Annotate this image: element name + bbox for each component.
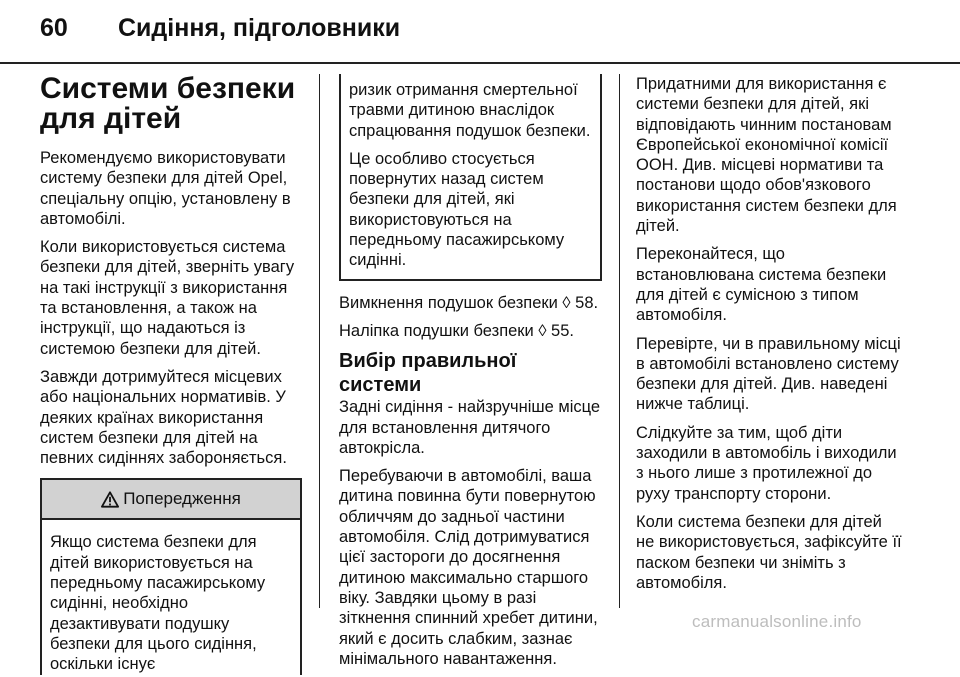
subheading: Вибір правильної системи	[339, 350, 517, 397]
paragraph: Задні сидіння - найзручніше місце для встановлення дитячого автокрісла.	[339, 398, 601, 457]
warning-triangle-icon	[101, 491, 119, 508]
chapter-heading: Системи безпеки для дітей	[40, 72, 296, 135]
warning-box	[40, 478, 302, 674]
watermark: carmanualsonline.info	[692, 612, 862, 631]
warning-title: Попередження	[123, 489, 241, 509]
paragraph: Коли використовується система безпеки для дітей, зверніть увагу на такі інструкції з використання та встановлення, а також на інструкції, що надаються із системою безпеки для дітей.	[40, 238, 295, 358]
section-title: Сидіння, підголовники	[118, 14, 401, 42]
warning-text: Це особливо стосується повернутих назад систем безпеки для дітей, які використовуються на передньому пасажирському сидінні.	[349, 149, 565, 270]
cross-reference: Вимкнення подушок безпеки ◊ 58.	[339, 293, 599, 312]
paragraph: Слідкуйте за тим, щоб діти заходили в автомобіль і виходили з нього лише з протилежної до руху транспорту сторони.	[636, 423, 897, 503]
column-divider-2	[619, 74, 620, 608]
column-2	[339, 74, 602, 677]
column-3	[636, 74, 904, 601]
paragraph: Переконайтеся, що встановлювана система безпеки для дітей є сумісною з типом автомобіля.	[636, 245, 887, 325]
paragraph: Коли система безпеки для дітей не використовується, зафіксуйте її паском безпеки чи зніміть з автомобіля.	[636, 512, 902, 592]
column-1	[40, 74, 302, 675]
warning-box-continued	[339, 74, 602, 281]
paragraph: Рекомендуємо використовувати систему безпеки для дітей Opel, спеціальну опцію, установлену в автомобілі.	[40, 149, 291, 228]
paragraph: Перевірте, чи в правильному місці в автомобілі встановлено систему безпеки для дітей. Див. наведені нижче таблиці.	[636, 334, 901, 414]
paragraph: Придатними для використання є системи безпеки для дітей, які відповідають чинним постановам Європейської економічної комісії ООН. Див. місцеві нормативи та постанови щодо обов'язкового використання систем безпеки для дітей.	[636, 75, 897, 236]
cross-reference: Наліпка подушки безпеки ◊ 55.	[339, 321, 574, 340]
paragraph: Завжди дотримуйтеся місцевих або національних нормативів. У деяких країнах використання систем безпеки для дітей на певних сидіннях забороняється.	[40, 367, 287, 468]
warning-text: Якщо система безпеки для дітей використовується на передньому пасажирському сидінні, необхідно дезактивувати подушку безпеки для цього сидіння, оскільки існує	[50, 533, 266, 674]
warning-text: ризик отримання смертельної травми дитиною внаслідок спрацювання подушок безпеки.	[349, 81, 591, 140]
column-divider-1	[319, 74, 320, 608]
paragraph: Перебуваючи в автомобілі, ваша дитина повинна бути повернутою обличчям до задньої частини автомобіля. Слід дотримуватися цієї застороги до досягнення дитиною максимально старшого віку. Завдяки цьому в разі зіткнення спинний хребет дитини, який є досить слабким, зазнає мінімального навантаження.	[339, 467, 598, 668]
warning-header	[42, 480, 300, 520]
page-number: 60	[40, 14, 68, 42]
page-header	[0, 0, 960, 64]
header-rule	[0, 62, 960, 64]
